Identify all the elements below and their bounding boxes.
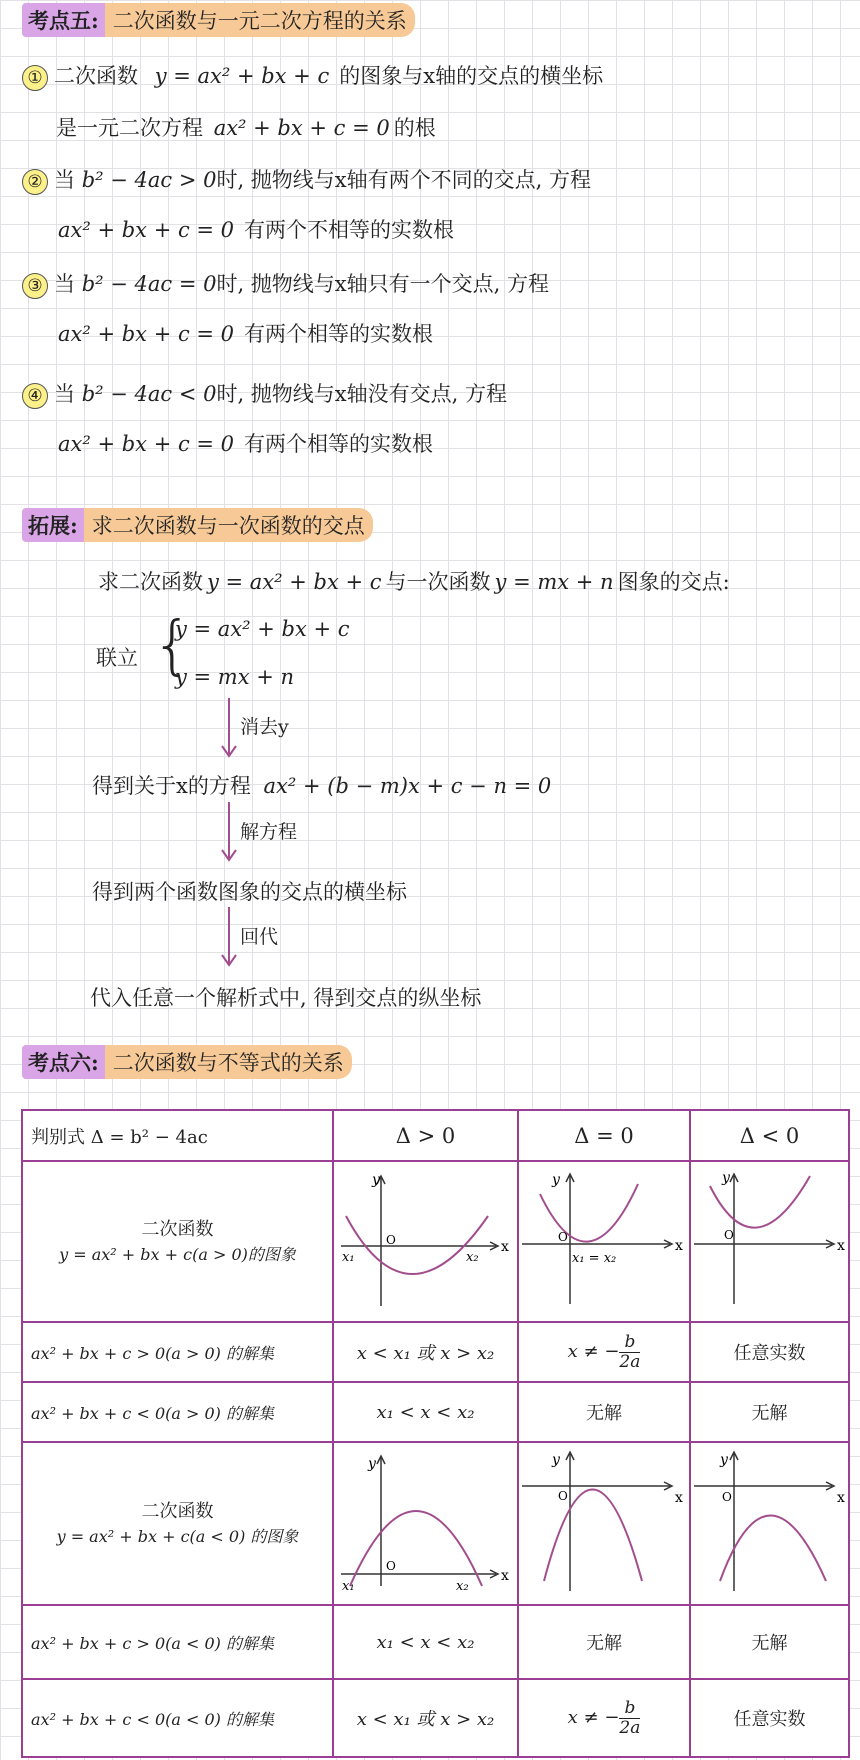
header-col1: Δ > 0 [333, 1110, 518, 1161]
item1-text-d: 的根 [393, 116, 436, 140]
graph-down-formula: y = ax² + bx + c(a < 0) 的图象 [56, 1527, 299, 1546]
lt-down-c3: 任意实数 [690, 1679, 849, 1757]
x-label: x [675, 1238, 683, 1254]
item4-text-a: 当 [54, 382, 75, 406]
result1-text: 得到关于x的方程 [92, 774, 251, 798]
item4-text-b: 时, 抛物线与x轴没有交点, 方程 [216, 382, 507, 406]
header-discriminant: 判别式 Δ = b² − 4ac [22, 1110, 333, 1161]
lt-up-label: ax² + bx + c < 0(a > 0) 的解集 [22, 1382, 333, 1442]
parabola-up-two-roots [336, 1164, 516, 1314]
item1-line1 [22, 60, 603, 91]
table-row [22, 1382, 849, 1442]
x-label: x [836, 1238, 845, 1254]
result1 [92, 770, 551, 800]
item4-line1 [22, 378, 507, 409]
fraction [619, 1699, 640, 1737]
section6-tag: 考点六: [22, 1045, 105, 1079]
item4-math-2: ax² + bx + c = 0 [58, 432, 235, 456]
fraction-numerator: b [619, 1699, 640, 1719]
intro-text-a: 求二次函数 [98, 570, 203, 594]
system-label: 联立 [96, 646, 138, 670]
intro-math-1: y = ax² + bx + c [207, 570, 382, 594]
header-col3: Δ < 0 [690, 1110, 849, 1161]
item4-text-c: 有两个相等的实数根 [244, 432, 434, 456]
item2-text-b: 时, 抛物线与x轴有两个不同的交点, 方程 [216, 168, 591, 192]
gt-down-c2: 无解 [518, 1605, 690, 1679]
step3-label: 回代 [240, 926, 279, 948]
graph-up-d-zero [518, 1161, 690, 1322]
x-label: x [675, 1490, 683, 1506]
graph-up-title: 二次函数 [141, 1219, 214, 1240]
intro-math-2: y = mx + n [494, 570, 614, 594]
table-row [22, 1442, 849, 1605]
origin-label: O [385, 1233, 396, 1247]
graph-down-d-positive [333, 1442, 518, 1605]
header-col2: Δ = 0 [518, 1110, 690, 1161]
item2-line1 [22, 164, 591, 195]
section5-title: 二次函数与一元二次方程的关系 [105, 3, 415, 37]
item3-text-c: 有两个相等的实数根 [244, 322, 434, 346]
fraction-denominator: 2a [619, 1351, 641, 1372]
double-root-label: x₁ = x₂ [572, 1251, 617, 1266]
gt-down-c1: x₁ < x < x₂ [333, 1605, 518, 1679]
result1-math: ax² + (b − m)x + c − n = 0 [263, 774, 552, 798]
fraction [619, 1333, 640, 1371]
item2-text-a: 当 [54, 168, 75, 192]
gt-up-label: ax² + bx + c > 0(a > 0) 的解集 [22, 1322, 333, 1382]
lt-up-c2: 无解 [518, 1382, 690, 1442]
parabola-curve [540, 1184, 638, 1242]
extension-intro [98, 566, 730, 596]
parabola-down-two-roots [336, 1446, 516, 1596]
result2: 得到两个函数图象的交点的横坐标 [92, 880, 407, 904]
system-brace: { [152, 609, 193, 683]
table-row [22, 1161, 849, 1322]
graph-up-d-positive [333, 1161, 518, 1322]
gt-up-c2 [518, 1322, 690, 1382]
inequality-table [21, 1109, 850, 1758]
item1-math-2: ax² + bx + c = 0 [213, 116, 390, 140]
section5-tag: 考点五: [22, 3, 105, 37]
item3-math-2: ax² + bx + c = 0 [58, 322, 235, 346]
item3-line1 [22, 268, 549, 299]
table-header-row [22, 1110, 849, 1161]
gt-up-c3: 任意实数 [690, 1322, 849, 1382]
y-label: y [371, 1172, 380, 1188]
item3-text-a: 当 [54, 272, 75, 296]
table-row [22, 1679, 849, 1757]
lt-down-c1: x < x₁ 或 x > x₂ [333, 1679, 518, 1757]
section6-heading [22, 1048, 352, 1076]
table-row [22, 1605, 849, 1679]
item4-number: ④ [22, 383, 48, 409]
origin-label: O [558, 1489, 568, 1503]
gt-up-c1: x < x₁ 或 x > x₂ [333, 1322, 518, 1382]
item3-line2 [58, 318, 433, 348]
root2-label: x₂ [455, 1579, 469, 1594]
graph-down-label [22, 1442, 333, 1605]
fraction-numerator: b [619, 1333, 640, 1353]
item3-math: b² − 4ac = 0 [81, 272, 217, 296]
extension-title: 求二次函数与一次函数的交点 [84, 508, 373, 542]
extension-heading [22, 511, 373, 539]
root1-label: x₁ [341, 1579, 355, 1594]
item4-math: b² − 4ac < 0 [81, 382, 217, 406]
y-label: y [719, 1452, 728, 1468]
y-label: y [552, 1172, 560, 1188]
system-eq1: y = ax² + bx + c [175, 617, 350, 641]
step1-label: 消去y [240, 716, 289, 738]
extension-tag: 拓展: [22, 508, 84, 542]
item2-math: b² − 4ac > 0 [81, 168, 217, 192]
graph-up-d-negative [690, 1161, 849, 1322]
y-label: y [367, 1456, 376, 1472]
item1-text-a: 二次函数 [54, 64, 138, 88]
origin-label: O [385, 1559, 396, 1573]
gt-up-c2-prefix: x ≠ − [567, 1341, 620, 1362]
item4-line2 [58, 428, 433, 458]
origin-label: O [721, 1490, 732, 1504]
origin-label: O [723, 1228, 734, 1242]
item3-number: ③ [22, 273, 48, 299]
parabola-curve [346, 1216, 488, 1274]
graph-down-d-negative [690, 1442, 849, 1605]
lt-down-c2-prefix: x ≠ − [567, 1707, 620, 1728]
intro-text-c: 图象的交点: [617, 570, 730, 594]
origin-label: O [558, 1230, 568, 1244]
lt-up-c1: x₁ < x < x₂ [333, 1382, 518, 1442]
graph-up-formula: y = ax² + bx + c(a > 0)的图象 [59, 1245, 296, 1264]
y-label: y [721, 1170, 730, 1186]
table-row [22, 1322, 849, 1382]
item2-number: ② [22, 169, 48, 195]
item2-text-c: 有两个不相等的实数根 [244, 218, 455, 242]
system-eq2: y = mx + n [175, 665, 295, 689]
parabola-down-one-root [520, 1446, 688, 1596]
item1-math: y = ax² + bx + c [154, 64, 330, 88]
parabola-down-no-root [692, 1446, 848, 1596]
gt-down-label: ax² + bx + c > 0(a < 0) 的解集 [22, 1605, 333, 1679]
gt-down-c3: 无解 [690, 1605, 849, 1679]
item1-line2 [56, 112, 436, 142]
result3: 代入任意一个解析式中, 得到交点的纵坐标 [90, 986, 482, 1010]
graph-down-title: 二次函数 [141, 1501, 214, 1522]
x-label: x [836, 1490, 845, 1506]
fraction-denominator: 2a [619, 1717, 641, 1738]
item3-text-b: 时, 抛物线与x轴只有一个交点, 方程 [216, 272, 549, 296]
item2-line2 [58, 214, 454, 244]
parabola-curve [544, 1490, 642, 1582]
lt-down-label: ax² + bx + c < 0(a < 0) 的解集 [22, 1679, 333, 1757]
graph-up-label [22, 1161, 333, 1322]
item1-text-c: 是一元二次方程 [56, 116, 203, 140]
item2-math-2: ax² + bx + c = 0 [58, 218, 235, 242]
root1-label: x₁ [341, 1250, 355, 1265]
parabola-curve [720, 1516, 826, 1582]
item1-text-b: 的图象与x轴的交点的横坐标 [339, 64, 604, 88]
intro-text-b: 与一次函数 [385, 570, 491, 594]
section6-title: 二次函数与不等式的关系 [105, 1045, 352, 1079]
graph-down-d-zero [518, 1442, 690, 1605]
lt-down-c2 [518, 1679, 690, 1757]
parabola-up-one-root [520, 1164, 688, 1314]
item1-number: ① [22, 65, 48, 91]
parabola-up-no-root [692, 1164, 848, 1314]
x-label: x [500, 1568, 509, 1584]
root2-label: x₂ [465, 1250, 479, 1265]
x-label: x [500, 1239, 509, 1255]
lt-up-c3: 无解 [690, 1382, 849, 1442]
step2-label: 解方程 [240, 821, 298, 843]
section5-heading [22, 6, 415, 34]
y-label: y [552, 1452, 560, 1468]
